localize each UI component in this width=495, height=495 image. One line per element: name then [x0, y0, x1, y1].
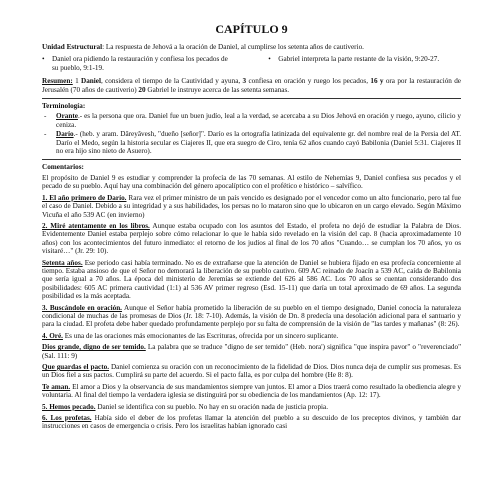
bullet-dot-icon: • — [42, 55, 45, 64]
comment-section — [42, 363, 461, 380]
resumen — [42, 77, 461, 94]
term-name: Darío — [56, 130, 74, 139]
terminologia-heading — [42, 102, 461, 110]
comment-section-head: Dios grande, digno de ser temido. — [42, 343, 146, 352]
term-body — [56, 112, 461, 129]
unidad-text: : La respuesta de Jehová a la oración de Daniel, al cumplirse los setenta años de cautiverio. — [102, 43, 364, 51]
comment-section — [42, 194, 461, 219]
unidad-label: Unidad Estructural — [42, 43, 103, 51]
comment-section-text: Aunque el Señor había prometido la liberación de su pueblo en el tiempo designado, Daniel conocía la naturaleza condicional de muchas de las promesas de Dios (Jr. 18: 7-10). Además, la visión de Dn. 8 predecía una desolación adicional para el santuario y para la ciudad. El profeta debe haber quedado profundamente perplejo por su falta de comprensión de la visión de "las tardes y mañanas" (8: 26). — [42, 303, 461, 329]
comment-section-text: Daniel comienza su oración con un reconocimiento de la fidelidad de Dios. Dios nunca deja de cumplir sus promesas. Es un Dios fiel a sus pactos. Cumplirá su parte del acuerdo. Si el pacto falla, es por culpa del hombre (He 8: 8). — [42, 363, 461, 380]
resumen-text: confiesa en oración y ruego los pecados, — [246, 77, 371, 86]
comment-section-head: Que guardas el pacto. — [42, 363, 110, 371]
term-body — [56, 130, 461, 155]
comment-section — [42, 304, 461, 329]
resumen-text: Gabriel le instruye acerca de las setenta semanas. — [145, 85, 290, 94]
divider — [42, 159, 461, 160]
resumen-label: Resumen: — [42, 77, 73, 86]
comentarios-label: Comentarios: — [42, 163, 84, 172]
comentarios-intro: El propósito de Daniel 9 es estudiar y comprender la profecía de las 70 semanas. Al estilo de Nehemías 9, Daniel confiesa sus pecados y el pecado de su pueblo. Aquí hay una combinación del género apocalíptico con el profético e histórico – salvífico. — [42, 173, 461, 191]
comment-section-text: Daniel se identifica con su pueblo. No hay en su oración nada de justicia propia. — [95, 402, 329, 411]
term-item — [42, 112, 461, 129]
bullet-text: Daniel ora pidiendo la restauración y confiesa los pecados de su pueblo, 9:1-19. — [52, 55, 228, 72]
term-text: .- es la persona que ora. Daniel fue un buen judío, leal a la verdad, se acercaba a su Dios Jehová en oración y ruego, ayuno, cilicio y ceniza. — [56, 112, 461, 129]
comment-section-text: Ese periodo casi había terminado. No es de extrañarse que la atención de Daniel se hubiera fijado en esa profecía concerniente al tiempo. Estaba ansioso de que el Señor no demorará la liberación de su pueblo cautivo. 609 AC reinado de Joacín a 539 AC, caída de Babilonia que sería igual a 70 años. La época del ministerio de Jeremías se extiende del 626 al 586 AC. Los 70 años se cuentan considerando dos posibilidades: 605 AC primera cautividad (1:1) al 536 AV primer regreso (Esd. 15-11) que daría un total aproximado de 69 años. La segunda posibilidad es la más aceptada. — [42, 258, 461, 301]
divider — [42, 98, 461, 99]
resumen-ref: 20 — [138, 85, 146, 94]
comment-section-head: 2. Miré atentamente en los libros. — [42, 221, 150, 230]
comment-section — [42, 332, 461, 340]
resumen-text: ora por la restauración de Jerusalén (70 años de cautiverio) — [42, 77, 461, 94]
comment-section — [42, 414, 461, 431]
resumen-text: 1 — [72, 77, 82, 86]
term-text: .- (heb. y aram. Dâreyâvesh, "dueño [señor]". Darío es la ortografía latinizada del equivalente gr. del nombre real de la Persia del AT. Darío el Medo, según la historia secular es Ciajeres II, que era suegro de Ciro, tenía 62 años cuando cayó Babilonia (Daniel 5:31. Ciajeres II no era hijo sino nieto de Asuero). — [56, 130, 461, 156]
comment-section — [42, 383, 461, 400]
comment-section — [42, 222, 461, 256]
dash-icon: - — [44, 130, 47, 139]
terminologia-label: Terminología: — [42, 102, 86, 111]
dash-icon: - — [44, 112, 47, 121]
comment-section — [42, 343, 461, 360]
bullet-item — [268, 55, 461, 72]
comment-section-text: Rara vez el primer ministro de un país vencido es designado por el vencedor como un alto funcionario, pero tal fue el caso de Daniel. Debido a su integridad y a sus habilidades, los persas no lo mataron sino que lo ubicaron en un cargo elevado. Según Máximo Vicuña el año 539 AC (en invierno) — [42, 193, 461, 219]
bullet-item — [42, 55, 235, 72]
comment-section-head: 6. Los profetas. — [42, 414, 92, 423]
resumen-text: , considera el tiempo de la Cautividad y ayuna, — [100, 77, 243, 86]
comment-section-text: Aunque estaba ocupado con los asuntos del Estado, el profeta no dejó de estudiar la Palabra de Dios. Evidentemente Daniel estaba perplejo sobre cómo relacionar lo que le había sido revelado en la visión del cap. 8 (hacia aproximadamente 10 años) con los acontecimientos del futuro inmediato: el retorno de los judíos al final de los 70 años "Cuando… se cumplan los 70 años, yo os visitaré…" (Jr. 29: 10). — [42, 221, 461, 256]
comment-section-head: Setenta años. — [42, 258, 83, 267]
term-name: Orante — [56, 112, 78, 121]
comment-section-head: Te aman. — [42, 382, 71, 391]
comment-section-head: 3. Buscándole en oración. — [42, 303, 122, 312]
comment-section-text: La palabra que se traduce "digno de ser temido" (Heb. nora') significa "que inspira pavor" o "reverenciado" (Sal. 111: 9) — [42, 343, 462, 360]
unidad-estructural — [42, 43, 461, 51]
resumen-ref: Daniel — [81, 77, 101, 86]
comment-section-text: Es una de las oraciones más emocionantes de las Escrituras, ofrecida por un sincero suplicante. — [62, 331, 339, 340]
comment-section-head: 4. Oré. — [42, 331, 63, 340]
comment-section — [42, 403, 461, 411]
comment-section-text: Había sido el deber de los profetas llamar la atención del pueblo a su descuido de los preceptos divinos, y también dar instrucciones en casos de emergencia o crisis. Pero los israelitas habían ignorado casi — [42, 414, 461, 431]
bullet-list — [42, 55, 461, 72]
comment-section-head: 5. Hemos pecado. — [42, 402, 96, 411]
comentarios-heading — [42, 163, 461, 171]
comment-section-text: El amor a Dios y la observancia de sus mandamientos siempre van juntos. El amor a Dios traerá como resultado la obediencia alegre y voluntaria. Al final del tiempo la verdadera iglesia se distinguirá por su obediencia de los mandamientos (Ap. 12: 17). — [42, 382, 461, 400]
resumen-ref: 3 — [242, 77, 247, 86]
resumen-ref: 16 y — [370, 77, 384, 86]
bullet-dot-icon: • — [268, 55, 271, 64]
comentarios-sections — [42, 194, 461, 431]
term-item — [42, 130, 461, 155]
page-title: CAPÍTULO 9 — [215, 22, 288, 36]
bullet-text: Gabriel interpreta la parte restante de la visión, 9:20-27. — [278, 55, 440, 64]
comment-section-head: 1. El año primero de Darío. — [42, 193, 127, 202]
comment-section — [42, 259, 461, 301]
